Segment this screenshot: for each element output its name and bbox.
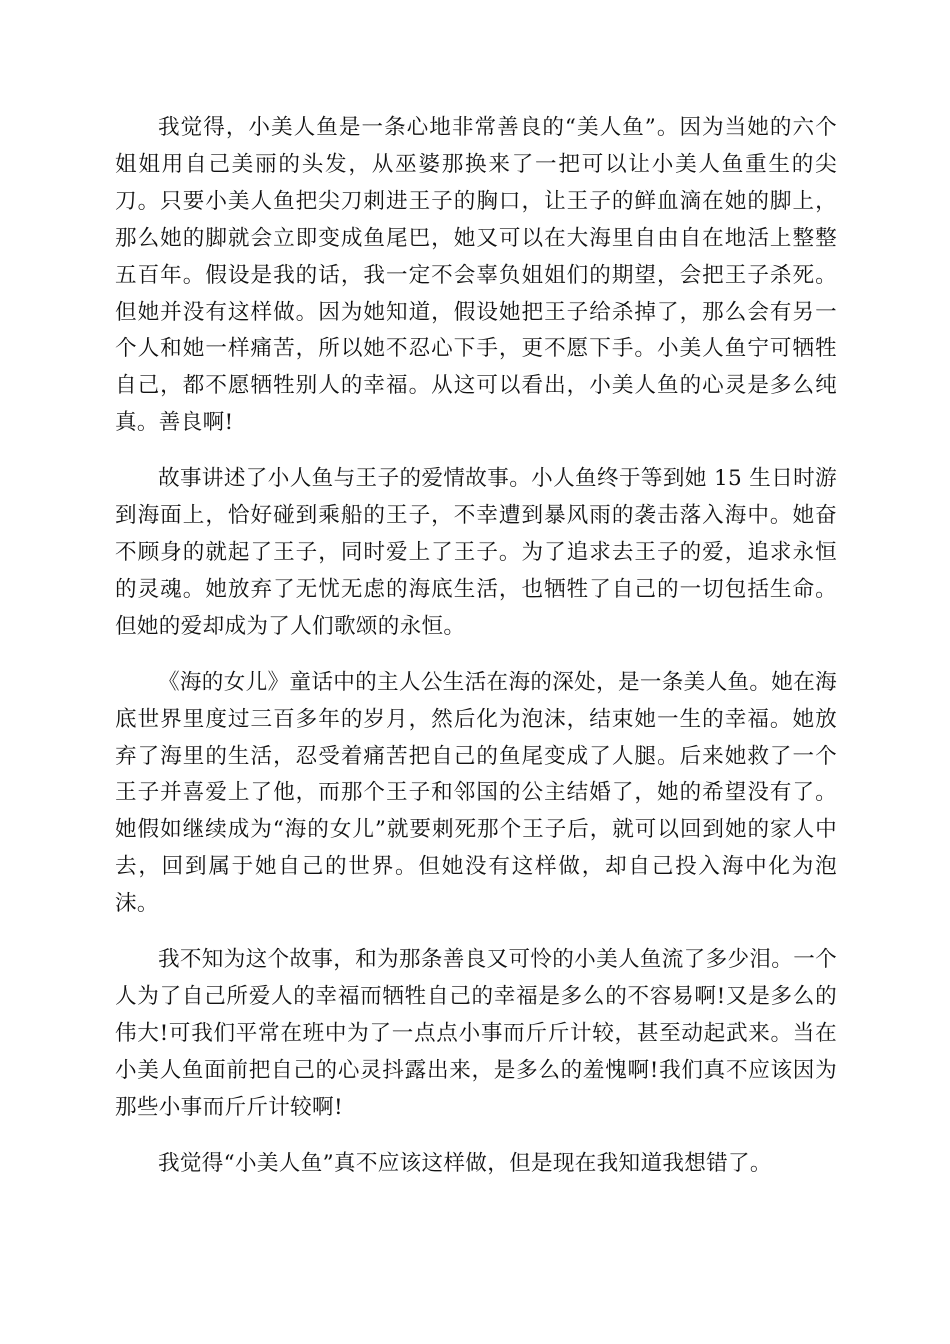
paragraph-1: 我觉得，小美人鱼是一条心地非常善良的“美人鱼”。因为当她的六个姐姐用自己美丽的头发，从巫婆那换来了一把可以让小美人鱼重生的尖刀。只要小美人鱼把尖刀刺进王子的胸口，让王子的鲜血滴在她的脚上，那么她的脚就会立即变成鱼尾巴，她又可以在大海里自由自在地活上整整五百年。假设是我的话，我一定不会辜负姐姐们的期望，会把王子杀死。但她并没有这样做。因为她知道，假设她把王子给杀掉了，那么会有另一个人和她一样痛苦，所以她不忍心下手，更不愿下手。小美人鱼宁可牺牲自己，都不愿牺牲别人的幸福。从这可以看出，小美人鱼的心灵是多么纯真。善良啊! — [115, 115, 837, 436]
paragraph-5: 我觉得“小美人鱼”真不应该这样做，但是现在我知道我想错了。 — [158, 1150, 772, 1176]
paragraph-4: 我不知为这个故事，和为那条善良又可怜的小美人鱼流了多少泪。一个人为了自己所爱人的幸福而牺牲自己的幸福是多么的不容易啊!又是多么的伟大!可我们平常在班中为了一点点小事而斤斤计较，甚至动起武来。当在小美人鱼面前把自己的心灵抖露出来，是多么的羞愧啊!我们真不应该因为那些小事而斤斤计较啊! — [115, 947, 837, 1120]
paragraph-2: 故事讲述了小人鱼与王子的爱情故事。小人鱼终于等到她 15 生日时游到海面上，恰好碰到乘船的王子，不幸遭到暴风雨的袭击落入海中。她奋不顾身的就起了王子，同时爱上了王子。为了追求去王子的爱，追求永恒的灵魂。她放弃了无忧无虑的海底生活，也牺牲了自己的一切包括生命。但她的爱却成为了人们歌颂的永恒。 — [115, 466, 837, 639]
document-body — [115, 110, 837, 1182]
paragraph-3: 《海的女儿》童话中的主人公生活在海的深处，是一条美人鱼。她在海底世界里度过三百多年的岁月，然后化为泡沫，结束她一生的幸福。她放弃了海里的生活，忍受着痛苦把自己的鱼尾变成了人腿。后来她救了一个王子并喜爱上了他，而那个王子和邻国的公主结婚了，她的希望没有了。她假如继续成为“海的女儿”就要刺死那个王子后，就可以回到她的家人中去，回到属于她自己的世界。但她没有这样做，却自己投入海中化为泡沫。 — [115, 669, 837, 917]
